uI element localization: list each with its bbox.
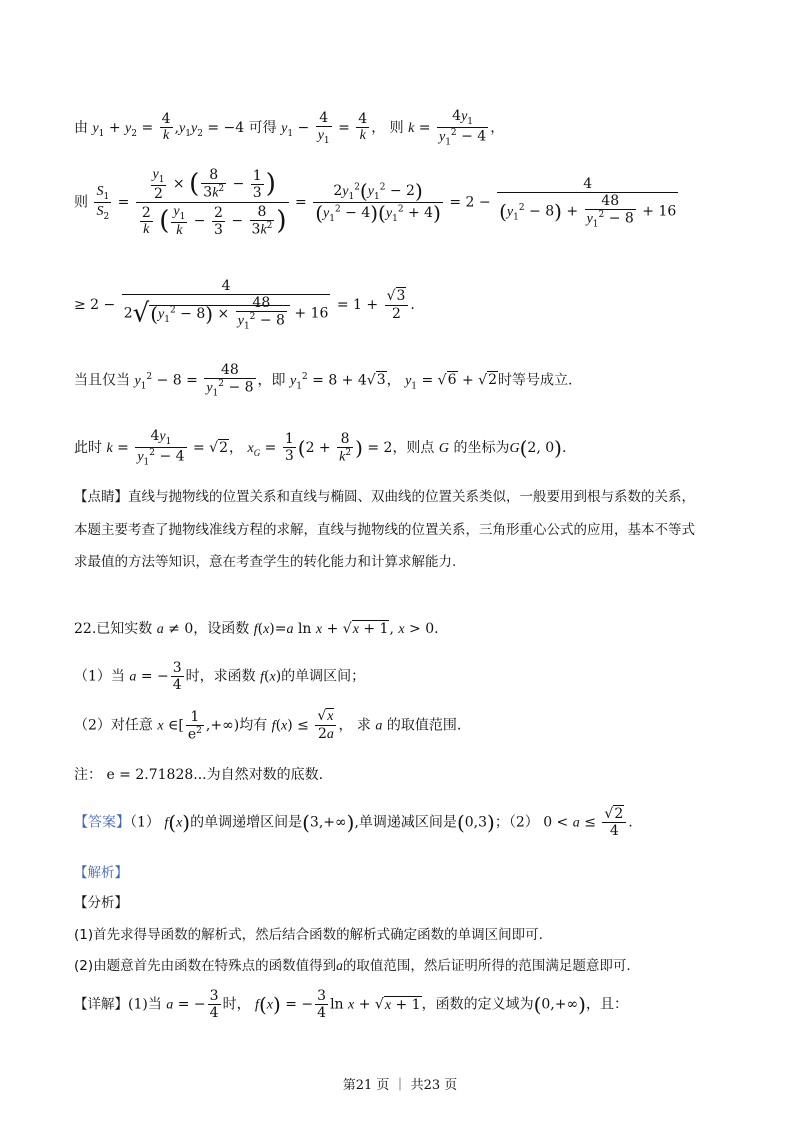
text: ；（2） — [494, 814, 539, 831]
fraction: $\frac{2y_1^2(y_1^2 - 2)}{(y_1^2 - 4)(y_1^2 + 4)}$ — [315, 179, 441, 226]
fraction: $\frac{√2}{4}$ — [602, 806, 626, 839]
text: 当且仅当 — [74, 372, 130, 389]
text: ， — [386, 372, 401, 389]
fraction: $\frac{4}{k}$ — [161, 111, 171, 144]
fraction: $\frac{√3}{2}$ — [385, 288, 409, 321]
text: 的坐标为 — [453, 439, 510, 456]
analysis-tag: 【解析】 — [74, 865, 128, 881]
text: ， 求 — [338, 717, 371, 734]
fraction: $\frac{3}{4}$ — [317, 988, 327, 1022]
fraction: $\frac{48}{y_1^2 - 8}$ — [206, 362, 254, 399]
text: 则 — [74, 194, 88, 211]
text: ， — [490, 119, 505, 136]
text: 时，求函数 — [185, 668, 256, 685]
fraction: 4 $2√(y_1^2 - 8)$ × $\frac{48}{y_1^2 - 8}$ + 16 — [123, 278, 329, 332]
detail-tag: 【详解】 — [74, 996, 128, 1013]
formula-line-5: 此时 k = $\frac{4y_1}{y_1^2 - 4}$ = √2， $x_G$ = $\frac{1}{3}$ (2 + $\frac{8}{k^2}$ ) = 2，则点 G 的坐标为G(2, 0). — [74, 428, 567, 468]
fraction: $\frac{1}{e^2}$ — [187, 708, 202, 743]
text: （2）对任意 — [74, 717, 153, 734]
text: ， 则 — [371, 119, 404, 136]
fraction: $\frac{3}{4}$ — [172, 660, 182, 694]
text: 的取值范围，然后证明所得的范围满足题意即可. — [342, 958, 631, 974]
dianjing-line-3 — [74, 553, 456, 571]
formula-line-2: 则 $\frac{S_1}{S_2}$ = $\frac{y_1}{2}$ × ( $\frac{8}{3k^2}$ − $\frac{1}{3}$ ) $\frac{2}{k}$ ( $\frac{y_1}{k}$ − $\frac{2}{3}$ − $\frac{8}{3k^2}$ ) = $\frac{2y_1^2(y_1^2 - 2)}{(y_1^2 - 4)(y_1^2 + 4)}$ = 2 − 4 $(y_1^2 - 8)$ + $\frac{48}{y_1^2 - 8}$ + 16 — [74, 166, 677, 239]
text: 均有 — [239, 717, 268, 734]
text: （1）当 — [74, 668, 125, 685]
text: 的单调区间； — [281, 668, 366, 685]
text: 的取值范围. — [386, 717, 462, 734]
text: ，设函数 — [193, 621, 250, 637]
text: 注： — [74, 767, 102, 783]
formula-line-1: 由 $y_1 + y_2$ = $\frac{4}{k}$ $,y_1y_2 = -4$ 可得 $y_1$ − $\frac{4}{y_1}$ = $\frac{4}{k}$ ， 则 k = $\frac{4y_1}{y_1^2 - 4}$ ， — [74, 108, 505, 148]
section-tag: 【点睛】 — [74, 489, 128, 505]
question-22: 22.已知实数 a ≠ 0，设函数 f(x)=a ln x + √x + 1, x > 0. — [74, 621, 439, 637]
fraction: $\frac{4}{k}$ — [358, 111, 368, 144]
dianjing-line-2 — [74, 521, 695, 539]
text: （1） — [130, 814, 160, 831]
page-footer: 第21 页 ｜ 共23 页 — [342, 1078, 458, 1093]
analysis-line-1: (1)首先求得导函数的解析式，然后结合函数的解析式确定函数的单调区间即可. — [74, 927, 543, 943]
text: ，函数的定义域为 — [421, 996, 534, 1013]
text: 22.已知实数 — [74, 621, 153, 637]
fraction: $\frac{3}{4}$ — [209, 988, 219, 1022]
fraction: $\frac{4y_1}{y_1^2 - 4}$ — [137, 428, 185, 468]
fraction: 4 $(y_1^2 - 8)$ + $\frac{48}{y_1^2 - 8}$ + 16 — [499, 175, 677, 230]
text: 直线与抛物线的位置关系和直线与椭圆、双曲线的位置关系类似，一般要用到根与系数的关系， — [128, 489, 695, 505]
question-22-part-2: （2）对任意 x ∈[ $\frac{1}{e^2}$ ,+∞)均有 f(x) ≤ $\frac{√x}{2a}$ ， 求 a 的取值范围. — [74, 708, 462, 743]
text: 此时 — [74, 439, 102, 456]
text: 由 — [74, 119, 88, 136]
analysis-line-2: (2)由题意首先由函数在特殊点的函数值得到a的取值范围，然后证明所得的范围满足题意即可. — [74, 958, 631, 974]
text: 的单调递增区间是 — [190, 814, 303, 831]
answer-line: 【答案】（1） f(x)的单调递增区间是(3,+∞),单调递减区间是(0,3)；（2） 0 < a ≤ $\frac{√2}{4}$ . — [74, 806, 633, 840]
fraction: $\frac{y_1}{2}$ × ( $\frac{8}{3k^2}$ − $\frac{1}{3}$ ) $\frac{2}{k}$ ( $\frac{y_1}{k}$ − $\frac{2}{3}$ − $\frac{8}{3k^2}$ ) — [136, 166, 289, 239]
text: 求最值的方法等知识，意在考查学生的转化能力和计算求解能力. — [74, 554, 457, 570]
text: 本题主要考查了抛物线准线方程的求解，直线与抛物线的位置关系，三角形重心公式的应用，基本不等式 — [74, 522, 695, 538]
text: 为自然对数的底数. — [206, 767, 324, 783]
text: ，即 — [257, 372, 286, 389]
text: ，且： — [585, 996, 628, 1013]
text: ， — [229, 439, 244, 456]
text: 时， — [222, 996, 251, 1013]
text: , — [174, 119, 180, 136]
answer-tag: 【答案】 — [74, 814, 130, 831]
formula-line-4: 当且仅当 $y_1^2 - 8$ = $\frac{48}{y_1^2 - 8}$ ，即 $y_1^2 = 8 + 4√3$， $y_1 = √6 + √2$时等号成立. — [74, 362, 573, 399]
text: 可得 — [248, 119, 277, 136]
detail-line: 【详解】(1)当 a = − $\frac{3}{4}$ 时， f(x) = − $\frac{3}{4}$ ln x + √x + 1，函数的定义域为(0,+∞)，且： — [74, 988, 628, 1022]
text: ，则点 — [392, 439, 435, 456]
text: (1)当 — [128, 996, 162, 1013]
fraction: $\frac{S_1}{S_2}$ — [96, 184, 110, 223]
text: ,单调递减区间是 — [354, 814, 457, 831]
fraction: $\frac{1}{3}$ — [284, 431, 294, 465]
dianjing-line-1 — [74, 488, 695, 506]
fenxi-tag: 【分析】 — [74, 895, 128, 911]
formula-line-3: ≥ 2 − 4 $2√(y_1^2 - 8)$ × $\frac{48}{y_1^2 - 8}$ + 16 = 1 + $\frac{√3}{2}$ . — [74, 278, 415, 332]
fraction: $\frac{4}{y_1}$ — [317, 109, 330, 146]
question-22-part-1: （1）当 a = − $\frac{3}{4}$ 时，求函数 f(x)的单调区间； — [74, 660, 366, 694]
fraction: $\frac{4y_1}{y_1^2 - 4}$ — [438, 108, 487, 148]
fraction: $\frac{√x}{2a}$ — [315, 708, 336, 743]
text: (2)由题意首先由函数在特殊点的函数值得到 — [74, 958, 337, 974]
question-22-note: 注： e = 2.71828...为自然对数的底数. — [74, 767, 324, 783]
text: 时等号成立. — [497, 372, 573, 389]
